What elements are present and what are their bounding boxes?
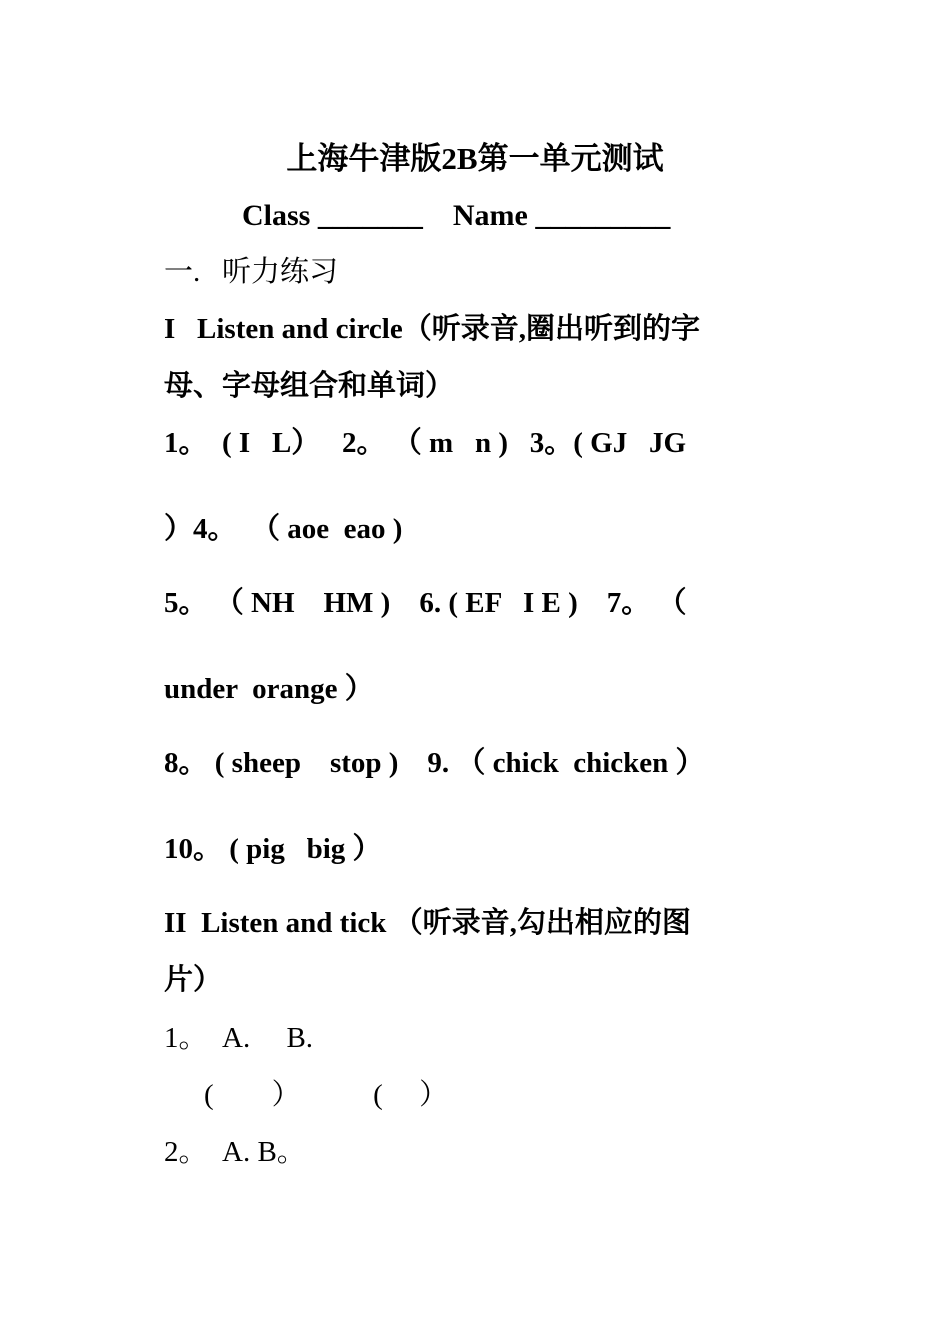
class-name-line: Class _______ Name _________ (242, 199, 671, 232)
question-row: 10。 ( pig big ） (164, 833, 382, 865)
part-1-heading-continued: 母、字母组合和单词） (164, 370, 455, 402)
tick-question-row: 2。 A. B。 (164, 1136, 306, 1168)
tick-question-row: 1。 A. B. (164, 1022, 314, 1054)
question-row: 8。 ( sheep stop ) 9. （ chick chicken ） (164, 747, 705, 779)
section-heading-listening: 一. 听力练习 (164, 256, 339, 288)
part-2-heading-continued: 片） (164, 964, 223, 996)
part-1-heading: I Listen and circle（听录音,圈出听到的字 (164, 313, 700, 345)
question-row: under orange ） (164, 673, 374, 705)
page-title: 上海牛津版2B第一单元测试 (286, 141, 664, 176)
question-row: ）4。 （ aoe eao ) (164, 513, 403, 545)
question-row: 1。 ( I L） 2。 （ m n ) 3。( GJ JG (164, 427, 687, 459)
question-row: 5。 （ NH HM ) 6. ( EF I E ) 7。 （ (164, 587, 687, 619)
part-2-heading: II Listen and tick （听录音,勾出相应的图 (164, 907, 691, 939)
tick-answer-brackets: ( ） ( ） (204, 1079, 449, 1111)
